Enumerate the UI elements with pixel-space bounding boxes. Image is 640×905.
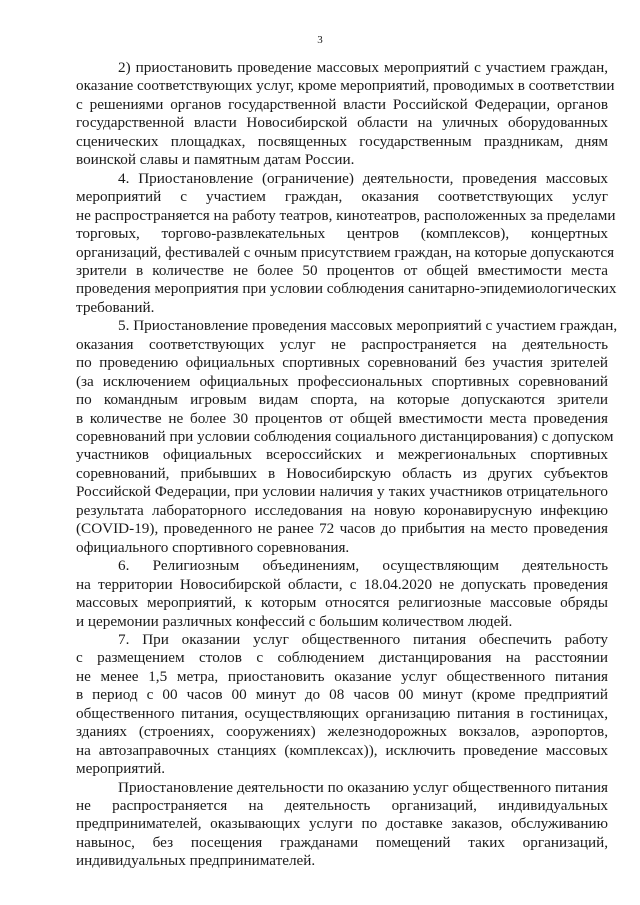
text-line: не менее 1,5 метра, приостановить оказание услуг общественного питания	[76, 667, 608, 685]
text-line: предпринимателей, оказывающих услуги по доставке заказов, обслуживанию	[76, 815, 608, 833]
text-line: на территории Новосибирской области, с 18.04.2020 не допускать проведения	[76, 575, 608, 593]
text-line: общественного питания, осуществляющих организацию питания в гостиницах,	[76, 704, 608, 722]
text-line: 7. При оказании услуг общественного питания обеспечить работу	[118, 630, 608, 648]
text-line: с решениями органов государственной власти Российской Федерации, органов	[76, 95, 608, 113]
text-line: 4. Приостановление (ограничение) деятельности, проведения массовых	[118, 169, 608, 187]
text-line: зданиях (строениях, сооружениях) железнодорожных вокзалов, аэропортов,	[76, 723, 608, 741]
text-line: соревнований, прибывших в Новосибирскую область из других субъектов	[76, 464, 608, 482]
text-line: в период с 00 часов 00 минут до 08 часов 00 минут (кроме предприятий	[76, 686, 608, 704]
text-line: на автозаправочных станциях (комплексах)), исключить проведение массовых	[76, 741, 608, 759]
text-line: государственной власти Новосибирской области на уличных оборудованных	[76, 114, 608, 132]
text-line: с размещением столов с соблюдением дистанцирования на расстоянии	[76, 649, 608, 667]
text-line: мероприятий с участием граждан, оказания соответствующих услуг	[76, 188, 608, 206]
text-line: результата лабораторного исследования на новую коронавирусную инфекцию	[76, 501, 608, 519]
text-line: не распространяется на деятельность организаций, индивидуальных	[76, 797, 608, 814]
text-line: проведения мероприятия при условии соблюдения санитарно-эпидемиологических	[76, 280, 617, 298]
text-line: (за исключением официальных профессиональных спортивных соревнований	[76, 372, 608, 390]
text-line: 2) приостановить проведение массовых мероприятий с участием граждан,	[118, 59, 608, 76]
text-line: не распространяется на работу театров, кинотеатров, расположенных за пределами	[76, 206, 616, 224]
text-line: официального спортивного соревнования.	[76, 538, 350, 556]
text-line: сценических площадках, посвященных государственным праздникам, дням	[76, 132, 608, 150]
text-line: соревнований при условии соблюдения социального дистанцирования) с допуском	[76, 428, 614, 445]
text-line: массовых мероприятий, к которым относятся религиозные массовые обряды	[76, 594, 608, 612]
text-line: по проведению официальных спортивных соревнований без участия зрителей	[76, 354, 608, 372]
text-line: навынос, без посещения гражданами помещений таких организаций,	[76, 833, 608, 851]
text-line: оказания соответствующих услуг не распространяется на деятельность	[76, 335, 608, 353]
text-line: требований.	[76, 298, 155, 316]
text-line: индивидуальных предпринимателей.	[76, 852, 316, 870]
text-line: 5. Приостановление проведения массовых мероприятий с участием граждан,	[118, 317, 618, 335]
text-line: участников официальных всероссийских и межрегиональных спортивных	[76, 446, 608, 464]
text-line: торговых, торгово-развлекательных центров (комплексов), концертных	[76, 225, 608, 243]
text-line: в количестве не более 30 процентов от общей вместимости места проведения	[76, 409, 608, 427]
text-line: по командным игровым видам спорта, на которые допускаются зрители	[76, 391, 608, 409]
text-line: Приостановление деятельности по оказанию услуг общественного питания	[118, 778, 608, 796]
text-line: оказание соответствующих услуг, кроме мероприятий, проводимых в соответствии	[76, 77, 615, 95]
text-line: 6. Религиозным объединениям, осуществляющим деятельность	[118, 557, 608, 575]
text-line: воинской славы и памятным датам России.	[76, 151, 355, 169]
text-line: мероприятий.	[76, 760, 166, 778]
text-line: зрители в количестве не более 50 процентов от общей вместимости места	[76, 261, 608, 279]
page-number: 3	[317, 34, 323, 46]
text-line: Российской Федерации, при условии наличия у таких участников отрицательного	[76, 483, 608, 501]
text-line: (COVID-19), проведенного не ранее 72 часов до прибытия на место проведения	[76, 520, 608, 538]
text-line: организаций, фестивалей с очным присутствием граждан, на которые допускаются	[76, 243, 615, 261]
text-line: и церемонии различных конфессий с большим количеством людей.	[76, 612, 513, 630]
